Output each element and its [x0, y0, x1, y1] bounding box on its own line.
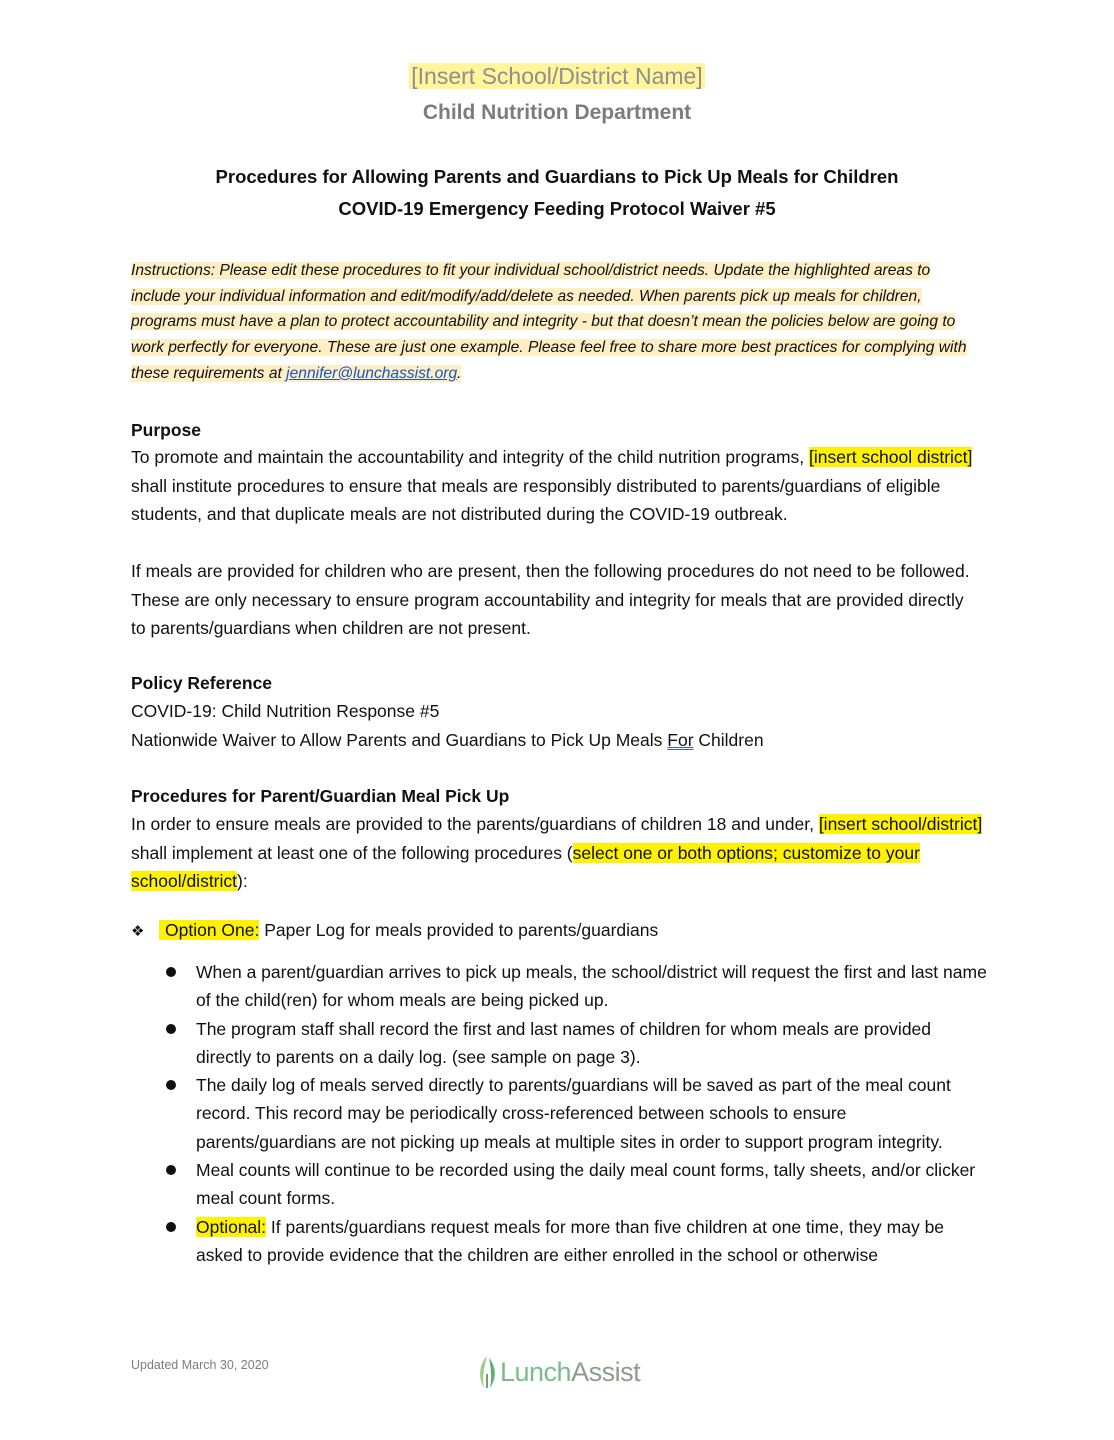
list-item	[160, 1015, 990, 1072]
lunchassist-logo	[476, 1352, 640, 1392]
purpose-highlight: [insert school district]	[809, 447, 973, 467]
list-item-text: If parents/guardians request meals for more than five children at one time, they may be asked to provide evidence that the children are either enrolled in the school or otherwise	[196, 1216, 945, 1265]
updated-date: Updated March 30, 2020	[131, 1358, 269, 1372]
list-item	[160, 958, 990, 1015]
purpose-heading: Purpose	[131, 420, 202, 440]
procedures-text-a: In order to ensure meals are provided to the parents/guardians of children 18 and under,	[131, 814, 819, 834]
policy-line1: COVID-19: Child Nutrition Response #5	[131, 701, 440, 721]
policy-line2-a: Nationwide Waiver to Allow Parents and Guardians to Pick Up Meals	[131, 729, 668, 750]
logo-wordmark	[500, 1357, 640, 1388]
list-item-text: The daily log of meals served directly to parents/guardians will be saved as part of the meal count record. This record may be periodically cross-referenced between schools to ensure parents/guardians are not picking up meals at multiple sites in order to support program integrity.	[196, 1075, 951, 1152]
bullet-dot-icon	[166, 1222, 176, 1232]
list-item-text: Meal counts will continue to be recorded using the daily meal count forms, tally sheets, and/or clicker meal count forms.	[196, 1160, 976, 1209]
purpose-paragraph	[131, 443, 983, 529]
policy-line2-b: Children	[693, 729, 764, 750]
document-title-line2: COVID-19 Emergency Feeding Protocol Waiver #5	[338, 198, 776, 219]
list-item-text: The program staff shall record the first and last names of children for whom meals are provided directly to parents on a daily log. (see sample on page 3).	[196, 1018, 932, 1067]
list-item	[160, 1071, 990, 1156]
instructions-end: .	[457, 364, 462, 382]
purpose-text-a: To promote and maintain the accountability and integrity of the child nutrition programs,	[131, 447, 810, 467]
purpose-text-b: shall institute procedures to ensure that meals are responsibly distributed to parents/guardians of eligible students, and that duplicate meals are not distributed during the COVID-19 outbreak.	[131, 475, 941, 524]
department-title: Child Nutrition Department	[422, 101, 692, 124]
procedures-highlight-2: select one or both options; customize to your school/district	[131, 842, 920, 891]
option-one-label: Option One:	[159, 920, 259, 940]
bullet-dot-icon	[166, 1080, 176, 1090]
procedures-text-c: ):	[237, 871, 248, 891]
option-one-bullet-list	[160, 958, 990, 1269]
school-name-title: [Insert School/District Name]	[411, 63, 703, 89]
procedures-text-b: shall implement at least one of the following procedures (	[131, 842, 573, 863]
present-children-paragraph: If meals are provided for children who are present, then the following procedures do not need to be followed. These are only necessary to ensure program accountability and integrity for meals that are provided directly to parents/guardians when children are not present.	[131, 561, 970, 638]
contact-email-link[interactable]: jennifer@lunchassist.org	[286, 364, 458, 382]
leaf-icon	[476, 1354, 498, 1390]
policy-line2	[131, 726, 983, 755]
list-item	[160, 1156, 990, 1213]
procedures-highlight-1: [insert school/district]	[818, 814, 983, 834]
diamond-bullet-icon: ❖	[131, 923, 145, 940]
logo-word-lunch: Lunch	[500, 1356, 572, 1387]
document-title-line1: Procedures for Allowing Parents and Guardians to Pick Up Meals for Children	[215, 166, 899, 187]
list-item-text: When a parent/guardian arrives to pick up meals, the school/district will request the first and last name of the child(ren) for whom meals are being picked up.	[196, 962, 987, 1011]
optional-label: Optional:	[196, 1216, 267, 1237]
list-item	[160, 1213, 990, 1270]
option-one-text: Paper Log for meals provided to parents/guardians	[259, 920, 659, 940]
policy-reference-text	[131, 697, 983, 754]
bullet-dot-icon	[166, 1024, 176, 1034]
policy-reference-heading: Policy Reference	[131, 673, 273, 693]
bullet-dot-icon	[166, 967, 176, 977]
procedures-paragraph	[131, 810, 983, 896]
policy-line2-underlined: For	[667, 729, 694, 750]
bullet-dot-icon	[166, 1165, 176, 1175]
procedures-heading: Procedures for Parent/Guardian Meal Pick Up	[131, 786, 510, 806]
instructions-text: Instructions: Please edit these procedures to fit your individual school/district needs. Update the highlighted areas to include your individual information and edit/modify/add/delete as needed. When parents pick up meals for children, programs must have a plan to protect accountability and integrity - but that doesn’t mean the policies below are going to work perfectly for everyone. These are just one example. Please feel free to share more best practices for complying with these requirements at	[131, 262, 967, 382]
logo-word-assist: Assist	[571, 1356, 641, 1387]
option-one-line	[131, 916, 658, 946]
instructions-paragraph	[131, 258, 983, 387]
